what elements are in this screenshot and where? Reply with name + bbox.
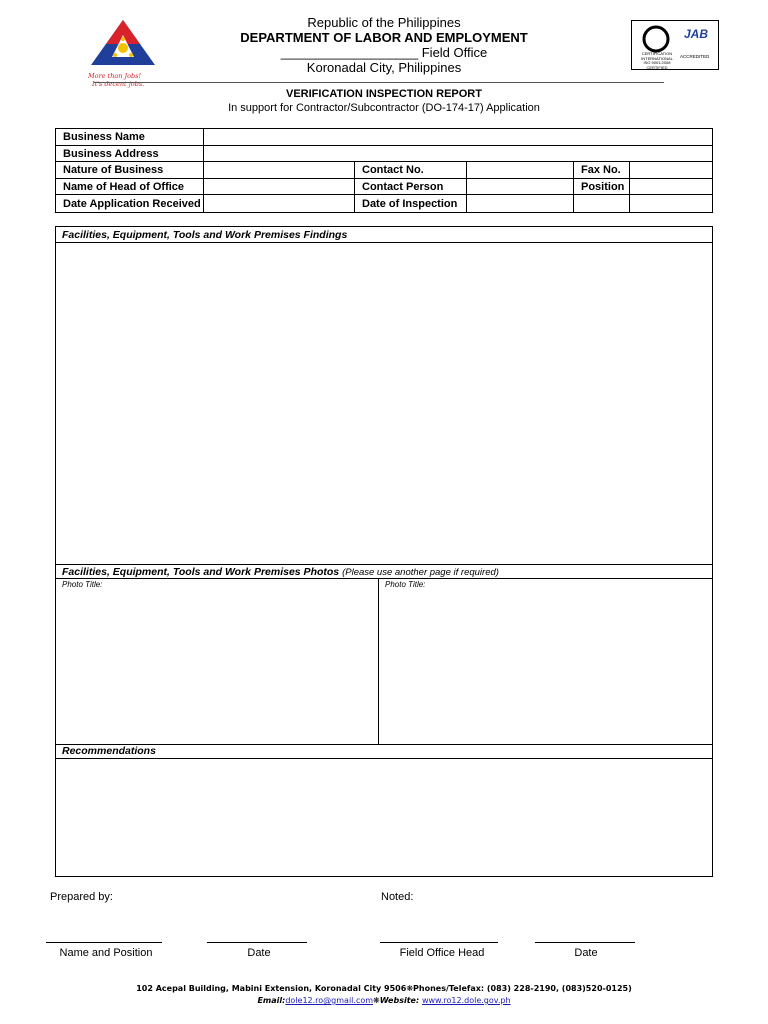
label-date-inspection: Date of Inspection bbox=[355, 195, 467, 213]
footer-address: 102 Acepal Building, Mabini Extension, Koronadal City 9506 bbox=[136, 984, 407, 993]
table-row bbox=[56, 179, 713, 195]
footer-address-line bbox=[0, 984, 768, 993]
table-row bbox=[56, 146, 713, 162]
date-inspection-field[interactable] bbox=[467, 195, 574, 213]
separator-icon: ❋ bbox=[373, 996, 380, 1005]
certification-badge bbox=[631, 20, 719, 70]
prepared-by-label: Prepared by: bbox=[50, 891, 113, 903]
photos-title-divider bbox=[55, 578, 713, 579]
logo-tagline-1: More than Jobs! bbox=[88, 72, 142, 80]
dole-logo bbox=[88, 17, 158, 88]
footer-contact-line bbox=[0, 996, 768, 1005]
accredited-text: ACCREDITED bbox=[680, 54, 710, 59]
label-head-of-office: Name of Head of Office bbox=[56, 179, 204, 195]
nature-of-business-field[interactable] bbox=[204, 162, 355, 179]
photo-title-left: Photo Title: bbox=[62, 580, 103, 589]
date-right-label: Date bbox=[574, 947, 598, 959]
noted-label: Noted: bbox=[381, 891, 414, 903]
footer-website-label: Website: bbox=[379, 996, 420, 1005]
photos-divider bbox=[55, 564, 713, 565]
label-business-name: Business Name bbox=[56, 129, 204, 146]
business-address-field[interactable] bbox=[204, 146, 713, 162]
contact-person-field[interactable] bbox=[467, 179, 574, 195]
label-position: Position bbox=[574, 179, 630, 195]
photos-column-divider bbox=[378, 578, 379, 744]
head-of-office-field[interactable] bbox=[204, 179, 355, 195]
business-info-table bbox=[55, 128, 713, 213]
label-date-received: Date Application Received bbox=[56, 195, 204, 213]
footer-website-link[interactable]: www.ro12.dole.gov.ph bbox=[421, 996, 511, 1005]
cert-text-3: ISO 9001:2008 bbox=[643, 60, 671, 65]
business-name-field[interactable] bbox=[204, 129, 713, 146]
department-title: DEPARTMENT OF LABOR AND EMPLOYMENT bbox=[240, 30, 528, 45]
fax-no-field[interactable] bbox=[630, 162, 713, 179]
date-right-signature-line[interactable] bbox=[535, 942, 635, 943]
footer-email-label: Email: bbox=[257, 996, 286, 1005]
report-title: VERIFICATION INSPECTION REPORT bbox=[286, 88, 482, 100]
recommendations-area[interactable] bbox=[56, 759, 712, 876]
field-office-line bbox=[180, 45, 588, 60]
label-fax-no: Fax No. bbox=[574, 162, 630, 179]
table-row bbox=[56, 129, 713, 146]
contact-no-field[interactable] bbox=[467, 162, 574, 179]
label-nature-of-business: Nature of Business bbox=[56, 162, 204, 179]
report-subtitle: In support for Contractor/Subcontractor (DO-174-17) Application bbox=[228, 102, 540, 114]
label-contact-person: Contact Person bbox=[355, 179, 467, 195]
findings-title: Facilities, Equipment, Tools and Work Premises Findings bbox=[62, 229, 348, 241]
field-office-head-label: Field Office Head bbox=[399, 947, 485, 959]
table-row bbox=[56, 162, 713, 179]
table-row bbox=[56, 195, 713, 213]
cert-text-2: INTERNATIONAL bbox=[641, 55, 673, 61]
footer-email-link[interactable]: dole12.ro@gmail.com bbox=[285, 996, 374, 1005]
name-position-label: Name and Position bbox=[59, 947, 153, 959]
date-left-signature-line[interactable] bbox=[207, 942, 307, 943]
field-office-text: Field Office bbox=[421, 45, 488, 60]
empty-cell bbox=[630, 195, 713, 213]
republic-text: Republic of the Philippines bbox=[307, 15, 461, 30]
position-field[interactable] bbox=[630, 179, 713, 195]
date-left-label: Date bbox=[247, 947, 271, 959]
empty-cell bbox=[574, 195, 630, 213]
separator-icon: ❋ bbox=[406, 984, 414, 993]
date-received-field[interactable] bbox=[204, 195, 355, 213]
header-divider bbox=[94, 82, 664, 83]
footer-phones: Phones/Telefax: (083) 228-2190, (083)520-0125) bbox=[413, 984, 632, 993]
recommendations-title: Recommendations bbox=[62, 745, 156, 757]
cert-text-1: CERTIFICATION bbox=[641, 51, 673, 56]
logo-tagline-2: It's decent jobs. bbox=[92, 80, 145, 88]
field-office-blank: ___________________ bbox=[280, 45, 419, 60]
jab-mark: JAB bbox=[684, 27, 709, 41]
label-contact-no: Contact No. bbox=[355, 162, 467, 179]
label-business-address: Business Address bbox=[56, 146, 204, 162]
cert-text-4: CERTIFIED bbox=[646, 64, 668, 70]
photos-title-text: Facilities, Equipment, Tools and Work Premises Photos bbox=[62, 566, 340, 578]
city-text: Koronadal City, Philippines bbox=[306, 60, 462, 75]
field-office-head-signature-line[interactable] bbox=[380, 942, 498, 943]
photos-note: (Please use another page if required) bbox=[342, 567, 499, 578]
photo-title-right: Photo Title: bbox=[385, 580, 426, 589]
photo-area-left[interactable] bbox=[56, 590, 377, 743]
name-position-signature-line[interactable] bbox=[46, 942, 162, 943]
photos-title bbox=[62, 566, 499, 578]
photo-area-right[interactable] bbox=[380, 590, 712, 743]
findings-area[interactable] bbox=[56, 243, 712, 564]
